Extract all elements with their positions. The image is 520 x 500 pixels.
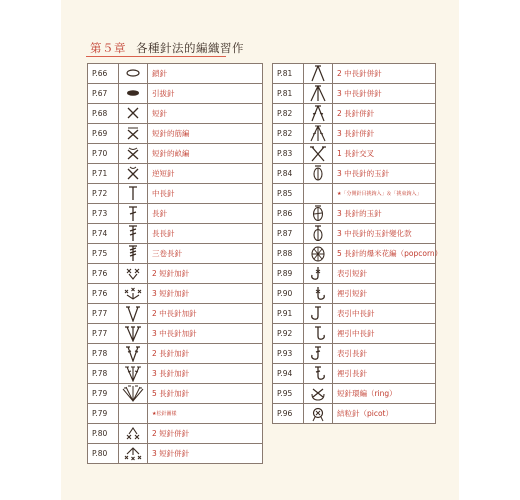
page-number: P.67 xyxy=(88,84,119,104)
symbol-cell xyxy=(304,224,333,244)
table-row xyxy=(88,84,263,104)
table-row xyxy=(88,224,263,244)
table-row xyxy=(273,324,436,344)
table-row xyxy=(273,364,436,384)
table-row xyxy=(88,424,263,444)
stitch-label: 表引長針 xyxy=(333,344,436,364)
stitch-label: 3 中長針的玉針變化款 xyxy=(333,224,436,244)
symbol-cell xyxy=(119,104,148,124)
symbol-cell xyxy=(119,264,148,284)
symbol-cell xyxy=(119,384,148,404)
table-row xyxy=(88,324,263,344)
stitch-label: 5 長針的爆米花編（popcorn） xyxy=(333,244,436,264)
page-number: P.75 xyxy=(88,244,119,264)
half-double-crochet-icon xyxy=(121,185,145,202)
symbol-cell xyxy=(304,144,333,164)
table-row xyxy=(88,144,263,164)
page-number: P.73 xyxy=(88,204,119,224)
symbol-cell xyxy=(304,284,333,304)
back-post-dc-icon xyxy=(306,365,330,382)
page-number: P.95 xyxy=(273,384,304,404)
table-row xyxy=(273,164,436,184)
stitch-label: 3 長針併針 xyxy=(333,124,436,144)
table-row xyxy=(88,164,263,184)
symbol-cell xyxy=(304,124,333,144)
symbol-cell xyxy=(304,344,333,364)
dc-3-dec-icon xyxy=(306,125,330,142)
stitch-table-right xyxy=(272,63,443,424)
stitch-label: 2 長針併針 xyxy=(333,104,436,124)
page-number: P.88 xyxy=(273,244,304,264)
sc-3-inc-icon xyxy=(121,285,145,302)
page-number: P.71 xyxy=(88,164,119,184)
page-number: P.82 xyxy=(273,124,304,144)
table-row xyxy=(273,64,436,84)
page-number: P.83 xyxy=(273,144,304,164)
symbol-cell xyxy=(119,244,148,264)
single-crochet-icon xyxy=(121,105,145,122)
stitch-label: 3 長針加針 xyxy=(148,364,263,384)
stitch-label: 3 中長針加針 xyxy=(148,324,263,344)
table-row xyxy=(88,244,263,264)
page-number: P.80 xyxy=(88,424,119,444)
stitch-label: 3 長針的玉針 xyxy=(333,204,436,224)
table-row xyxy=(273,244,436,264)
symbol-cell xyxy=(119,324,148,344)
page-number: P.76 xyxy=(88,264,119,284)
table-row xyxy=(273,304,436,324)
page-number: P.78 xyxy=(88,344,119,364)
note-label: ★松針圖樣 xyxy=(148,404,263,424)
symbol-cell xyxy=(119,364,148,384)
symbol-cell xyxy=(119,164,148,184)
table-row xyxy=(88,384,263,404)
stitch-label: 短針 xyxy=(148,104,263,124)
treble-crochet-icon xyxy=(121,225,145,242)
symbol-cell xyxy=(304,364,333,384)
symbol-cell xyxy=(119,444,148,464)
page-number: P.86 xyxy=(273,204,304,224)
page-number: P.92 xyxy=(273,324,304,344)
page-number: P.70 xyxy=(88,144,119,164)
slip-stitch-icon xyxy=(121,85,145,102)
page-number: P.79 xyxy=(88,384,119,404)
reverse-single-crochet-icon xyxy=(121,165,145,182)
table-row xyxy=(273,204,436,224)
table-row xyxy=(273,384,436,404)
table-row xyxy=(273,284,436,304)
table-row xyxy=(273,84,436,104)
hdc-2-dec-icon xyxy=(306,65,330,82)
table-row xyxy=(88,184,263,204)
symbol-cell xyxy=(304,304,333,324)
table-row xyxy=(88,444,263,464)
chapter-heading xyxy=(90,40,244,56)
table-row xyxy=(88,284,263,304)
table-row xyxy=(273,124,436,144)
page-number: P.85 xyxy=(273,184,304,204)
page-number: P.69 xyxy=(88,124,119,144)
symbol-cell xyxy=(119,404,148,424)
table-row xyxy=(273,344,436,364)
symbol-cell xyxy=(304,404,333,424)
page-number: P.77 xyxy=(88,304,119,324)
popcorn-icon xyxy=(306,245,330,262)
page-number: P.76 xyxy=(88,284,119,304)
page-number: P.87 xyxy=(273,224,304,244)
stitch-label: 2 中長針併針 xyxy=(333,64,436,84)
table-row xyxy=(88,344,263,364)
page-number: P.93 xyxy=(273,344,304,364)
symbol-cell xyxy=(119,304,148,324)
stitch-label: 2 短針併針 xyxy=(148,424,263,444)
table-row xyxy=(273,264,436,284)
symbol-cell xyxy=(119,224,148,244)
symbol-cell xyxy=(304,64,333,84)
page-number: P.74 xyxy=(88,224,119,244)
stitch-label: 鎖針 xyxy=(148,64,263,84)
stitch-label: 2 中長針加針 xyxy=(148,304,263,324)
page-number: P.81 xyxy=(273,84,304,104)
table-row xyxy=(88,124,263,144)
table-row xyxy=(273,144,436,164)
stitch-label: 短針環編（ring） xyxy=(333,384,436,404)
table-row xyxy=(88,264,263,284)
note-label: ★「分開針目挑鉤入」＆「挑束鉤入」 xyxy=(333,184,436,204)
page-number: P.82 xyxy=(273,104,304,124)
back-post-hdc-icon xyxy=(306,325,330,342)
stitch-label: 短針的畝編 xyxy=(148,144,263,164)
hdc-3-puff-icon xyxy=(306,165,330,182)
symbol-cell xyxy=(119,64,148,84)
stitch-label: 2 長針加針 xyxy=(148,344,263,364)
sc-ring-icon xyxy=(306,385,330,402)
stitch-label: 3 中長針併針 xyxy=(333,84,436,104)
page-number: P.77 xyxy=(88,324,119,344)
chapter-title: 各種針法的編織習作 xyxy=(136,41,244,55)
triple-treble-icon xyxy=(121,245,145,262)
symbol-cell xyxy=(304,264,333,284)
table-row xyxy=(88,204,263,224)
stitch-label: 中長針 xyxy=(148,184,263,204)
symbol-cell xyxy=(119,204,148,224)
stitch-label: 3 短針併針 xyxy=(148,444,263,464)
stitch-table-left xyxy=(87,63,263,464)
symbol-cell xyxy=(119,424,148,444)
single-crochet-ridge-icon xyxy=(121,125,145,142)
page-number: P.80 xyxy=(88,444,119,464)
stitch-label: 短針的筋編 xyxy=(148,124,263,144)
hdc-3-inc-icon xyxy=(121,325,145,342)
stitch-label: 3 中長針的玉針 xyxy=(333,164,436,184)
symbol-cell xyxy=(304,324,333,344)
stitch-label: 結粒針（picot） xyxy=(333,404,436,424)
symbol-cell xyxy=(119,344,148,364)
front-post-sc-icon xyxy=(306,265,330,282)
stitch-label: 長長針 xyxy=(148,224,263,244)
table-row xyxy=(88,404,263,424)
stitch-label: 3 短針加針 xyxy=(148,284,263,304)
symbol-cell xyxy=(304,244,333,264)
page-number: P.89 xyxy=(273,264,304,284)
dc-3-bobble-icon xyxy=(306,205,330,222)
symbol-cell xyxy=(304,184,333,204)
table-row xyxy=(88,304,263,324)
sc-3-dec-icon xyxy=(121,445,145,462)
page-number: P.66 xyxy=(88,64,119,84)
hdc-3-puff-variant-icon xyxy=(306,225,330,242)
stitch-label: 三卷長針 xyxy=(148,244,263,264)
stitch-label: 5 長針加針 xyxy=(148,384,263,404)
page-number: P.90 xyxy=(273,284,304,304)
page-number: P.96 xyxy=(273,404,304,424)
page-number: P.94 xyxy=(273,364,304,384)
page-number: P.84 xyxy=(273,164,304,184)
dc-cross-icon xyxy=(306,145,330,162)
page-number: P.81 xyxy=(273,64,304,84)
symbol-cell xyxy=(119,184,148,204)
stitch-label: 表引中長針 xyxy=(333,304,436,324)
back-post-sc-icon xyxy=(306,285,330,302)
page-number: P.72 xyxy=(88,184,119,204)
symbol-cell xyxy=(304,84,333,104)
stitch-label: 裡引短針 xyxy=(333,284,436,304)
sc-2-dec-icon xyxy=(121,425,145,442)
page-number: P.91 xyxy=(273,304,304,324)
dc-2-dec-icon xyxy=(306,105,330,122)
chain-stitch-icon xyxy=(121,65,145,82)
stitch-label: 裡引中長針 xyxy=(333,324,436,344)
page-number: P.68 xyxy=(88,104,119,124)
stitch-label: 表引短針 xyxy=(333,264,436,284)
picot-icon xyxy=(306,405,330,422)
stitch-label: 逆短針 xyxy=(148,164,263,184)
symbol-cell xyxy=(304,164,333,184)
sc-2-inc-icon xyxy=(121,265,145,282)
table-row xyxy=(273,224,436,244)
stitch-label: 2 短針加針 xyxy=(148,264,263,284)
stitch-label: 裡引長針 xyxy=(333,364,436,384)
symbol-cell xyxy=(304,204,333,224)
symbol-cell xyxy=(304,104,333,124)
chapter-number: 第５章 xyxy=(90,41,126,55)
single-crochet-ribbed-icon xyxy=(121,145,145,162)
table-row xyxy=(88,364,263,384)
symbol-cell xyxy=(119,144,148,164)
symbol-cell xyxy=(304,384,333,404)
table-row xyxy=(273,184,436,204)
table-row xyxy=(273,404,436,424)
dc-2-inc-icon xyxy=(121,345,145,362)
symbol-cell xyxy=(119,124,148,144)
dc-3-inc-icon xyxy=(121,365,145,382)
page-number: P.79 xyxy=(88,404,119,424)
table-row xyxy=(88,104,263,124)
dc-5-inc-icon xyxy=(121,385,145,402)
front-post-hdc-icon xyxy=(306,305,330,322)
stitch-label: 長針 xyxy=(148,204,263,224)
page-number: P.78 xyxy=(88,364,119,384)
table-row xyxy=(273,104,436,124)
front-post-dc-icon xyxy=(306,345,330,362)
symbol-cell xyxy=(119,284,148,304)
stitch-label: 引拔針 xyxy=(148,84,263,104)
hdc-2-inc-icon xyxy=(121,305,145,322)
heading-underline xyxy=(86,56,226,57)
hdc-3-dec-icon xyxy=(306,85,330,102)
table-row xyxy=(88,64,263,84)
symbol-cell xyxy=(119,84,148,104)
stitch-label: 1 長針交叉 xyxy=(333,144,436,164)
double-crochet-icon xyxy=(121,205,145,222)
